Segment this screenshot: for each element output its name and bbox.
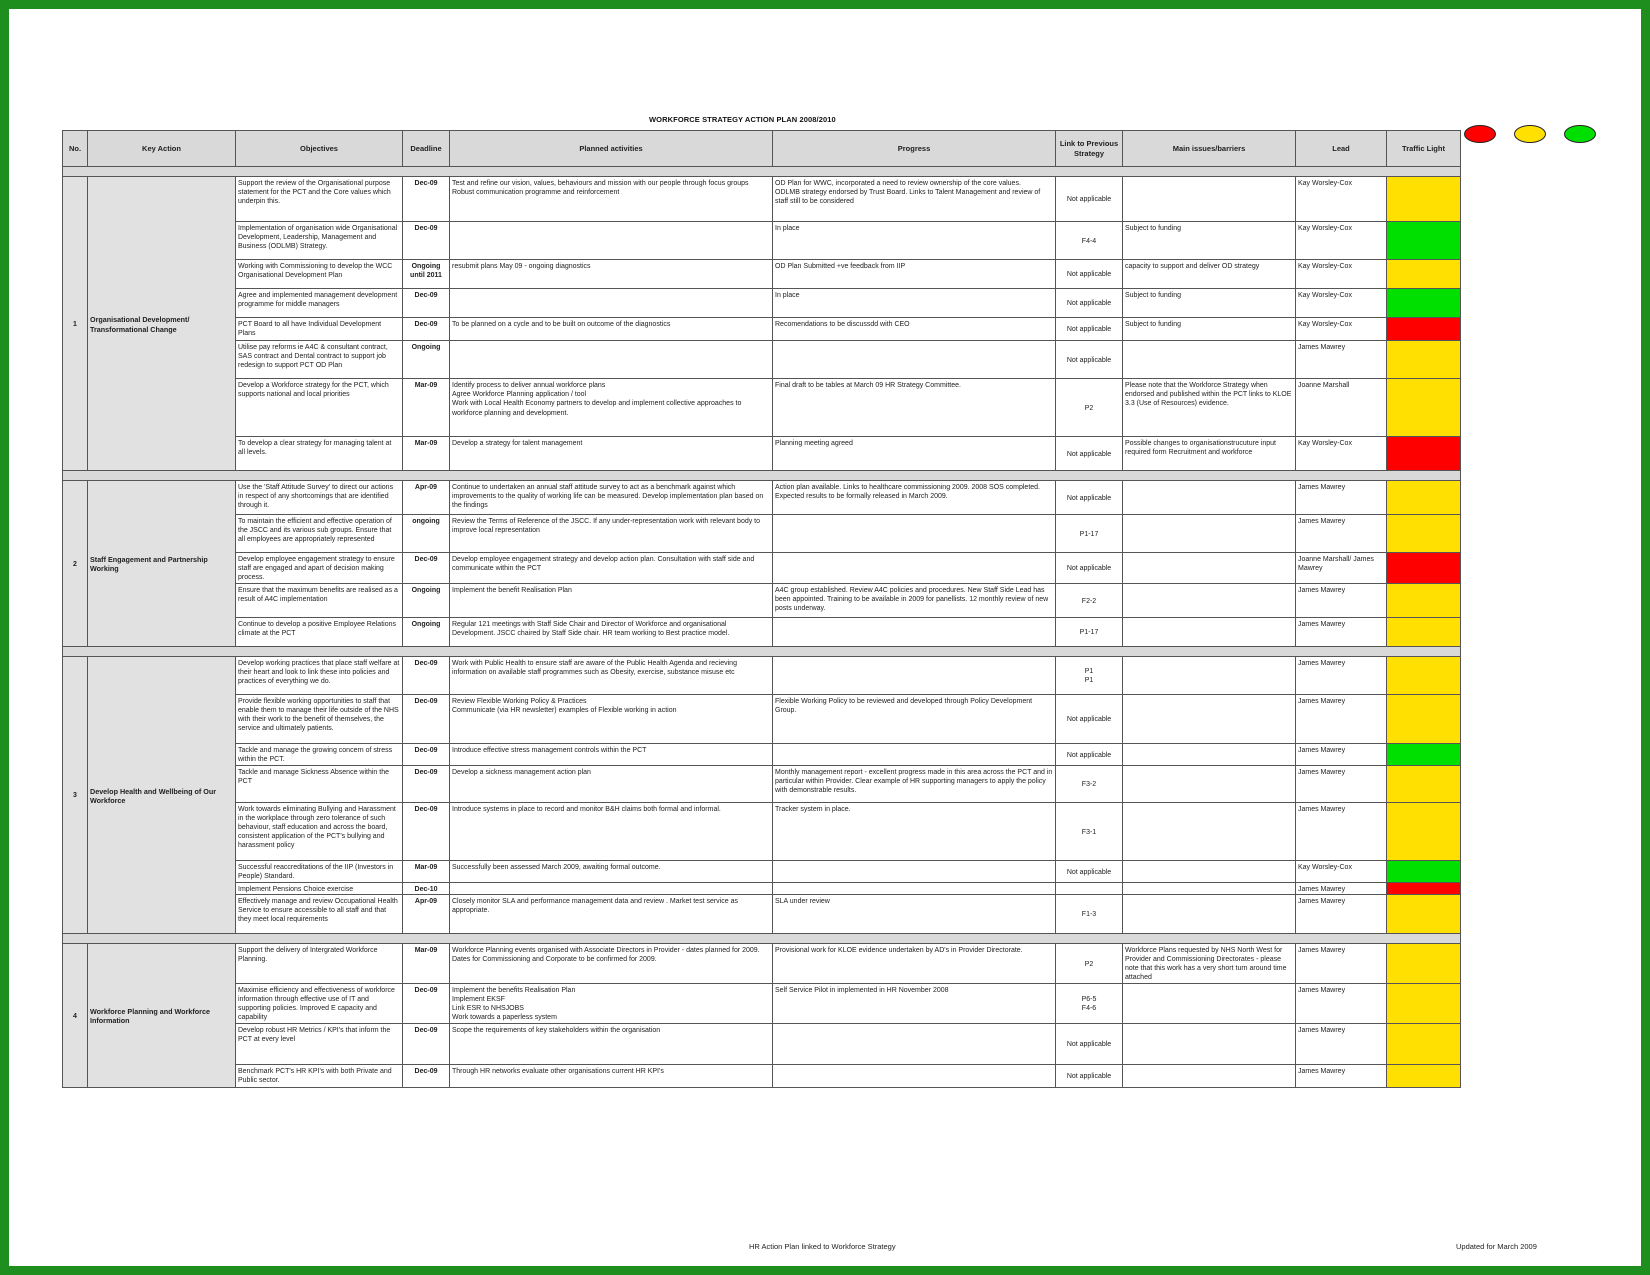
- activities-cell: Test and refine our vision, values, behaviours and mission with our people through focus groups Robust communication programme and reinforcement: [450, 177, 773, 222]
- issues-cell: [1123, 1064, 1296, 1087]
- traffic-light-cell: [1387, 860, 1461, 882]
- traffic-light-cell: [1387, 943, 1461, 983]
- link-cell: Not applicable: [1056, 437, 1123, 471]
- traffic-light-cell: [1387, 379, 1461, 437]
- link-cell: P2: [1056, 943, 1123, 983]
- link-cell: F3-1: [1056, 802, 1123, 860]
- progress-cell: Self Service Pilot in implemented in HR November 2008: [773, 983, 1056, 1023]
- table-body: [63, 167, 1461, 1088]
- header-lead: Lead: [1296, 131, 1387, 167]
- section-separator: [63, 933, 1461, 943]
- issues-cell: [1123, 341, 1296, 379]
- link-cell: P1 P1: [1056, 656, 1123, 694]
- issues-cell: [1123, 583, 1296, 617]
- activities-cell: Closely monitor SLA and performance management data and review . Market test service as appropriate.: [450, 894, 773, 933]
- lead-cell: Kay Worsley-Cox: [1296, 437, 1387, 471]
- issues-cell: capacity to support and deliver OD strategy: [1123, 260, 1296, 289]
- progress-cell: [773, 860, 1056, 882]
- progress-cell: Tracker system in place.: [773, 802, 1056, 860]
- activities-cell: Through HR networks evaluate other organisations current HR KPI's: [450, 1064, 773, 1087]
- activities-cell: Regular 121 meetings with Staff Side Chair and Director of Workforce and organisational Development. JSCC chaired by Staff Side chair. HR team working to Best practice model.: [450, 617, 773, 646]
- table-row: [63, 289, 1461, 318]
- traffic-light-cell: [1387, 341, 1461, 379]
- section-number: 2: [63, 481, 88, 647]
- lead-cell: James Mawrey: [1296, 765, 1387, 802]
- activities-cell: Review Flexible Working Policy & Practices Communicate (via HR newsletter) examples of Flexible working in action: [450, 694, 773, 743]
- traffic-light-cell: [1387, 802, 1461, 860]
- deadline-cell: Dec-09: [403, 802, 450, 860]
- objective-cell: Develop working practices that place staff welfare at their heart and look to link these into policies and practices of everything we do.: [236, 656, 403, 694]
- activities-cell: Continue to undertaken an annual staff attitude survey to act as a benchmark against which improvements to the quality of working life can be measured. Develop implementation plan based on the findings: [450, 481, 773, 515]
- progress-cell: [773, 341, 1056, 379]
- table-row: [63, 260, 1461, 289]
- progress-cell: [773, 553, 1056, 584]
- objective-cell: Develop employee engagement strategy to ensure staff are engaged and apart of decision making process.: [236, 553, 403, 584]
- section-number: 4: [63, 943, 88, 1087]
- table-row: [63, 743, 1461, 765]
- issues-cell: [1123, 694, 1296, 743]
- progress-cell: Flexible Working Policy to be reviewed and developed through Policy Development Group.: [773, 694, 1056, 743]
- lead-cell: Kay Worsley-Cox: [1296, 260, 1387, 289]
- traffic-light-cell: [1387, 894, 1461, 933]
- activities-cell: Introduce effective stress management controls within the PCT: [450, 743, 773, 765]
- progress-cell: [773, 515, 1056, 553]
- traffic-light-cell: [1387, 318, 1461, 341]
- deadline-cell: Dec-09: [403, 694, 450, 743]
- header-progress: Progress: [773, 131, 1056, 167]
- issues-cell: [1123, 765, 1296, 802]
- traffic-light-cell: [1387, 177, 1461, 222]
- issues-cell: [1123, 481, 1296, 515]
- section-separator: [63, 471, 1461, 481]
- deadline-cell: Dec-09: [403, 983, 450, 1023]
- link-cell: P2: [1056, 379, 1123, 437]
- lead-cell: James Mawrey: [1296, 894, 1387, 933]
- link-cell: F2-2: [1056, 583, 1123, 617]
- lead-cell: James Mawrey: [1296, 617, 1387, 646]
- lead-cell: James Mawrey: [1296, 743, 1387, 765]
- issues-cell: [1123, 882, 1296, 894]
- lead-cell: James Mawrey: [1296, 1064, 1387, 1087]
- link-cell: Not applicable: [1056, 481, 1123, 515]
- objective-cell: Working with Commissioning to develop the WCC Organisational Development Plan: [236, 260, 403, 289]
- link-cell: Not applicable: [1056, 1023, 1123, 1064]
- table-row: [63, 617, 1461, 646]
- progress-cell: Provisional work for KLOE evidence undertaken by AD's in Provider Directorate.: [773, 943, 1056, 983]
- progress-cell: Planning meeting agreed: [773, 437, 1056, 471]
- lead-cell: James Mawrey: [1296, 656, 1387, 694]
- objective-cell: Ensure that the maximum benefits are realised as a result of A4C implementation: [236, 583, 403, 617]
- progress-cell: Final draft to be tables at March 09 HR Strategy Committee.: [773, 379, 1056, 437]
- issues-cell: [1123, 553, 1296, 584]
- section-separator: [63, 646, 1461, 656]
- table-row: [63, 656, 1461, 694]
- lead-cell: James Mawrey: [1296, 341, 1387, 379]
- red-light-icon: [1464, 125, 1496, 143]
- activities-cell: Review the Terms of Reference of the JSCC. If any under-representation work with relevant body to improve local representation: [450, 515, 773, 553]
- table-row: [63, 1023, 1461, 1064]
- lead-cell: James Mawrey: [1296, 1023, 1387, 1064]
- activities-cell: Implement the benefit Realisation Plan: [450, 583, 773, 617]
- progress-cell: [773, 882, 1056, 894]
- key-action: Workforce Planning and Workforce Information: [88, 943, 236, 1087]
- deadline-cell: Ongoing: [403, 583, 450, 617]
- objective-cell: To maintain the efficient and effective operation of the JSCC and its various sub groups. Ensure that all employees are appropriately represented: [236, 515, 403, 553]
- link-cell: F3-2: [1056, 765, 1123, 802]
- section-number: 1: [63, 177, 88, 471]
- key-action: Organisational Development/ Transformational Change: [88, 177, 236, 471]
- traffic-light-cell: [1387, 1023, 1461, 1064]
- table-row: [63, 318, 1461, 341]
- deadline-cell: Dec-10: [403, 882, 450, 894]
- activities-cell: To be planned on a cycle and to be built on outcome of the diagnostics: [450, 318, 773, 341]
- deadline-cell: Dec-09: [403, 222, 450, 260]
- deadline-cell: Dec-09: [403, 318, 450, 341]
- header-key-action: Key Action: [88, 131, 236, 167]
- link-cell: Not applicable: [1056, 1064, 1123, 1087]
- progress-cell: Recomendations to be discussdd with CEO: [773, 318, 1056, 341]
- objective-cell: Support the review of the Organisational purpose statement for the PCT and the Core values which underpin this.: [236, 177, 403, 222]
- link-cell: Not applicable: [1056, 341, 1123, 379]
- activities-cell: Work with Public Health to ensure staff are aware of the Public Health Agenda and recieving information on available staff programmes such as Obesity, exercise, substance misuse etc: [450, 656, 773, 694]
- progress-cell: SLA under review: [773, 894, 1056, 933]
- lead-cell: James Mawrey: [1296, 943, 1387, 983]
- header-issues: Main issues/barriers: [1123, 131, 1296, 167]
- issues-cell: Subject to funding: [1123, 318, 1296, 341]
- header-no: No.: [63, 131, 88, 167]
- lead-cell: James Mawrey: [1296, 802, 1387, 860]
- lead-cell: James Mawrey: [1296, 583, 1387, 617]
- traffic-light-cell: [1387, 743, 1461, 765]
- link-cell: P1-17: [1056, 617, 1123, 646]
- issues-cell: [1123, 177, 1296, 222]
- traffic-light-cell: [1387, 617, 1461, 646]
- traffic-light-cell: [1387, 515, 1461, 553]
- objective-cell: Develop a Workforce strategy for the PCT, which supports national and local priorities: [236, 379, 403, 437]
- progress-cell: [773, 617, 1056, 646]
- issues-cell: [1123, 894, 1296, 933]
- green-light-icon: [1564, 125, 1596, 143]
- activities-cell: Develop a strategy for talent management: [450, 437, 773, 471]
- activities-cell: Develop employee engagement strategy and develop action plan. Consultation with staff side and communicate within the PCT: [450, 553, 773, 584]
- table-row: [63, 177, 1461, 222]
- progress-cell: In place: [773, 289, 1056, 318]
- link-cell: Not applicable: [1056, 743, 1123, 765]
- separator-cell: [63, 646, 1461, 656]
- link-cell: Not applicable: [1056, 694, 1123, 743]
- issues-cell: [1123, 515, 1296, 553]
- progress-cell: A4C group established. Review A4C policies and procedures. New Staff Side Lead has been appointed. Training to be available in 2009 for panellists. 12 monthly review of new posts underway.: [773, 583, 1056, 617]
- table-row: [63, 860, 1461, 882]
- table-row: [63, 553, 1461, 584]
- link-cell: Not applicable: [1056, 860, 1123, 882]
- deadline-cell: Dec-09: [403, 765, 450, 802]
- table-row: [63, 222, 1461, 260]
- table-row: [63, 379, 1461, 437]
- deadline-cell: Dec-09: [403, 289, 450, 318]
- progress-cell: [773, 1064, 1056, 1087]
- progress-cell: [773, 743, 1056, 765]
- deadline-cell: Dec-09: [403, 1023, 450, 1064]
- traffic-light-cell: [1387, 656, 1461, 694]
- issues-cell: Please note that the Workforce Strategy when endorsed and published within the PCT links to KLOE 3.3 (Use of Resources) evidence.: [1123, 379, 1296, 437]
- lead-cell: James Mawrey: [1296, 515, 1387, 553]
- table-row: [63, 802, 1461, 860]
- link-cell: F4-4: [1056, 222, 1123, 260]
- deadline-cell: Ongoing until 2011: [403, 260, 450, 289]
- traffic-light-cell: [1387, 437, 1461, 471]
- link-cell: Not applicable: [1056, 318, 1123, 341]
- link-cell: F1-3: [1056, 894, 1123, 933]
- issues-cell: Subject to funding: [1123, 222, 1296, 260]
- deadline-cell: Apr-09: [403, 894, 450, 933]
- objective-cell: Implementation of organisation wide Organisational Development, Leadership, Management and Business (ODLMB) Strategy.: [236, 222, 403, 260]
- activities-cell: Develop a sickness management action plan: [450, 765, 773, 802]
- deadline-cell: ongoing: [403, 515, 450, 553]
- lead-cell: Joanne Marshall: [1296, 379, 1387, 437]
- deadline-cell: Dec-09: [403, 1064, 450, 1087]
- objective-cell: Agree and implemented management development programme for middle managers: [236, 289, 403, 318]
- table-row: [63, 515, 1461, 553]
- progress-cell: In place: [773, 222, 1056, 260]
- activities-cell: Successfully been assessed March 2009, awaiting formal outcome.: [450, 860, 773, 882]
- table-row: [63, 943, 1461, 983]
- table-row: [63, 1064, 1461, 1087]
- objective-cell: Support the delivery of Intergrated Workforce Planning.: [236, 943, 403, 983]
- issues-cell: [1123, 743, 1296, 765]
- deadline-cell: Dec-09: [403, 553, 450, 584]
- header-planned-activities: Planned activities: [450, 131, 773, 167]
- key-action: Develop Health and Wellbeing of Our Workforce: [88, 656, 236, 933]
- activities-cell: [450, 341, 773, 379]
- key-action: Staff Engagement and Partnership Working: [88, 481, 236, 647]
- issues-cell: Workforce Plans requested by NHS North West for Provider and Commissioning Directorates - please note that this work has a very short turn around time attached: [1123, 943, 1296, 983]
- issues-cell: [1123, 983, 1296, 1023]
- activities-cell: Workforce Planning events organised with Associate Directors in Provider - dates planned for 2009. Dates for Commissioning and Corporate to be confirmed for 2009.: [450, 943, 773, 983]
- deadline-cell: Mar-09: [403, 379, 450, 437]
- objective-cell: Maximise efficiency and effectiveness of workforce information through effective use of IT and supporting policies. Improved E capacity and capability: [236, 983, 403, 1023]
- deadline-cell: Ongoing: [403, 341, 450, 379]
- progress-cell: [773, 1023, 1056, 1064]
- objective-cell: Develop robust HR Metrics / KPI's that inform the PCT at every level: [236, 1023, 403, 1064]
- objective-cell: Tackle and manage Sickness Absence within the PCT: [236, 765, 403, 802]
- deadline-cell: Mar-09: [403, 860, 450, 882]
- lead-cell: Kay Worsley-Cox: [1296, 860, 1387, 882]
- lead-cell: Kay Worsley-Cox: [1296, 222, 1387, 260]
- table-row: [63, 341, 1461, 379]
- lead-cell: James Mawrey: [1296, 983, 1387, 1023]
- link-cell: Not applicable: [1056, 289, 1123, 318]
- objective-cell: Utilise pay reforms ie A4C & consultant contract, SAS contract and Dental contract to support job redesign to support PCT OD Plan: [236, 341, 403, 379]
- section-separator: [63, 167, 1461, 177]
- table-row: [63, 437, 1461, 471]
- issues-cell: Possible changes to organisationstrucuture input required form Recruitment and workforce: [1123, 437, 1296, 471]
- traffic-light-cell: [1387, 983, 1461, 1023]
- objective-cell: Benchmark PCT's HR KPI's with both Private and Public sector.: [236, 1064, 403, 1087]
- footer-right: Updated for March 2009: [1456, 1242, 1537, 1251]
- lead-cell: Joanne Marshall/ James Mawrey: [1296, 553, 1387, 584]
- traffic-light-cell: [1387, 583, 1461, 617]
- table-row: [63, 481, 1461, 515]
- section-number: 3: [63, 656, 88, 933]
- objective-cell: Effectively manage and review Occupational Health Service to ensure accessible to all staff and that they meet local requirements: [236, 894, 403, 933]
- lead-cell: James Mawrey: [1296, 694, 1387, 743]
- link-cell: [1056, 882, 1123, 894]
- lead-cell: Kay Worsley-Cox: [1296, 318, 1387, 341]
- traffic-light-cell: [1387, 289, 1461, 318]
- separator-cell: [63, 933, 1461, 943]
- objective-cell: Successful reaccreditations of the IIP (Investors in People) Standard.: [236, 860, 403, 882]
- lead-cell: James Mawrey: [1296, 882, 1387, 894]
- deadline-cell: Mar-09: [403, 437, 450, 471]
- deadline-cell: Apr-09: [403, 481, 450, 515]
- progress-cell: [773, 656, 1056, 694]
- traffic-light-cell: [1387, 1064, 1461, 1087]
- lead-cell: Kay Worsley-Cox: [1296, 177, 1387, 222]
- issues-cell: [1123, 656, 1296, 694]
- progress-cell: Action plan available. Links to healthcare commissioning 2009. 2008 SOS completed. Expected results to be formally released in March 2009.: [773, 481, 1056, 515]
- traffic-light-cell: [1387, 481, 1461, 515]
- progress-cell: OD Plan Submitted +ve feedback from IIP: [773, 260, 1056, 289]
- issues-cell: [1123, 1023, 1296, 1064]
- link-cell: Not applicable: [1056, 177, 1123, 222]
- activities-cell: Scope the requirements of key stakeholders within the organisation: [450, 1023, 773, 1064]
- header-objectives: Objectives: [236, 131, 403, 167]
- traffic-light-cell: [1387, 765, 1461, 802]
- link-cell: Not applicable: [1056, 553, 1123, 584]
- objective-cell: Work towards eliminating Bullying and Harassment in the workplace through zero tolerance of such behaviour, staff education and across the board, consistent application of the PCT's bullying and harassment policy: [236, 802, 403, 860]
- link-cell: Not applicable: [1056, 260, 1123, 289]
- traffic-light-cell: [1387, 882, 1461, 894]
- traffic-light-cell: [1387, 222, 1461, 260]
- link-cell: P6-5 F4-6: [1056, 983, 1123, 1023]
- activities-cell: resubmit plans May 09 - ongoing diagnostics: [450, 260, 773, 289]
- activities-cell: Introduce systems in place to record and monitor B&H claims both formal and informal.: [450, 802, 773, 860]
- issues-cell: [1123, 617, 1296, 646]
- issues-cell: [1123, 860, 1296, 882]
- progress-cell: OD Plan for WWC, incorporated a need to review ownership of the core values. ODLMB strategy endorsed by Trust Board. Links to Talent Management and review of staff still to be considered: [773, 177, 1056, 222]
- activities-cell: Implement the benefits Realisation Plan Implement EKSF Link ESR to NHSJOBS Work towards a paperless system: [450, 983, 773, 1023]
- table-row: [63, 583, 1461, 617]
- table-row: [63, 882, 1461, 894]
- activities-cell: [450, 882, 773, 894]
- lead-cell: James Mawrey: [1296, 481, 1387, 515]
- traffic-light-legend: [1464, 125, 1650, 147]
- objective-cell: Use the 'Staff Attitude Survey' to direct our actions in respect of any shortcomings that are identified through it.: [236, 481, 403, 515]
- issues-cell: Subject to funding: [1123, 289, 1296, 318]
- table-row: [63, 765, 1461, 802]
- objective-cell: Provide flexible working opportunities to staff that enable them to manage their life outside of the NHS with their work to the benefit of themselves, the service and ultimately patients.: [236, 694, 403, 743]
- table-row: [63, 694, 1461, 743]
- table-row: [63, 983, 1461, 1023]
- lead-cell: Kay Worsley-Cox: [1296, 289, 1387, 318]
- objective-cell: To develop a clear strategy for managing talent at all levels.: [236, 437, 403, 471]
- header-deadline: Deadline: [403, 131, 450, 167]
- amber-light-icon: [1514, 125, 1546, 143]
- deadline-cell: Dec-09: [403, 743, 450, 765]
- table-header-row: [63, 131, 1461, 167]
- deadline-cell: Dec-09: [403, 177, 450, 222]
- separator-cell: [63, 167, 1461, 177]
- deadline-cell: Mar-09: [403, 943, 450, 983]
- traffic-light-cell: [1387, 553, 1461, 584]
- separator-cell: [63, 471, 1461, 481]
- page-title: WORKFORCE STRATEGY ACTION PLAN 2008/2010: [649, 115, 836, 124]
- objective-cell: Tackle and manage the growing concern of stress within the PCT.: [236, 743, 403, 765]
- header-link-previous: Link to Previous Strategy: [1056, 131, 1123, 167]
- deadline-cell: Dec-09: [403, 656, 450, 694]
- table-row: [63, 894, 1461, 933]
- action-plan-table: [62, 130, 1461, 1088]
- activities-cell: Identify process to deliver annual workforce plans Agree Workforce Planning application / tool Work with Local Health Economy partners to develop and implement collective approaches to workforce planning and development.: [450, 379, 773, 437]
- activities-cell: [450, 222, 773, 260]
- footer-center: HR Action Plan linked to Workforce Strategy: [749, 1242, 896, 1251]
- objective-cell: Continue to develop a positive Employee Relations climate at the PCT: [236, 617, 403, 646]
- objective-cell: PCT Board to all have Individual Development Plans: [236, 318, 403, 341]
- traffic-light-cell: [1387, 694, 1461, 743]
- deadline-cell: Ongoing: [403, 617, 450, 646]
- activities-cell: [450, 289, 773, 318]
- link-cell: P1-17: [1056, 515, 1123, 553]
- objective-cell: Implement Pensions Choice exercise: [236, 882, 403, 894]
- progress-cell: Monthly management report - excellent progress made in this area across the PCT and in particular within Provider. Clear example of HR supporting managers to apply the policy with demonstrable results.: [773, 765, 1056, 802]
- traffic-light-cell: [1387, 260, 1461, 289]
- header-traffic-light: Traffic Light: [1387, 131, 1461, 167]
- issues-cell: [1123, 802, 1296, 860]
